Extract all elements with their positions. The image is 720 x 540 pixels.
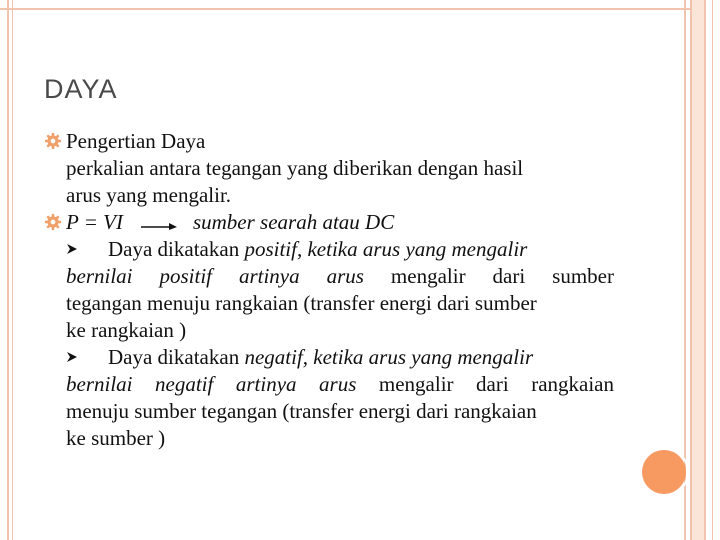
formula: P = VI (66, 210, 123, 234)
sub-bullet-text: Daya dikatakan (108, 237, 245, 261)
side-band-line (704, 0, 706, 540)
bullet-item (44, 209, 614, 452)
sub-bullet-line (66, 263, 614, 290)
sub-bullet-italic: bernilai negatif artinya arus (66, 372, 357, 396)
formula-note: sumber searah atau DC (192, 210, 395, 234)
side-band-line (712, 0, 713, 540)
sub-bullet-line (66, 371, 614, 398)
sub-bullet-text: mengalir dari rangkaian (356, 372, 614, 396)
sub-bullet-italic: positif, ketika arus yang mengalir (244, 237, 528, 261)
arrowhead-bullet-icon (66, 243, 78, 255)
sub-bullet-line (66, 236, 614, 263)
formula-line (66, 209, 614, 236)
sub-bullet-line: ke sumber ) (66, 426, 166, 450)
sub-bullet-italic: negatif, ketika arus yang mengalir (244, 345, 534, 369)
gear-bullet-icon (44, 213, 62, 231)
sub-bullet-line: tegangan menuju rangkaian (transfer energi dari sumber (66, 291, 537, 315)
arrowhead-bullet-icon (66, 351, 78, 363)
bullet-item (44, 128, 614, 209)
sub-bullet-text: mengalir dari sumber (363, 264, 614, 288)
slide-body (44, 128, 614, 452)
frame-line (0, 8, 690, 10)
definition-line: arus yang mengalir. (66, 183, 232, 207)
side-band-line (690, 0, 692, 540)
sub-bullet-italic: bernilai positif artinya arus (66, 264, 364, 288)
sub-bullet-text: Daya dikatakan (108, 345, 245, 369)
right-arrow-icon (139, 220, 179, 230)
decorative-circle (642, 450, 686, 494)
frame-line (12, 0, 13, 540)
sub-bullet-line: ke rangkaian ) (66, 318, 187, 342)
sub-bullet-line: menuju sumber tegangan (transfer energi dari rangkaian (66, 399, 537, 423)
gear-bullet-icon (44, 132, 62, 150)
definition-line: perkalian antara tegangan yang diberikan dengan hasil (66, 156, 524, 180)
sub-bullet-line (66, 344, 614, 371)
bullet-heading: Pengertian Daya (66, 129, 206, 153)
frame-line (7, 0, 9, 540)
slide-title: DAYA (44, 74, 118, 104)
